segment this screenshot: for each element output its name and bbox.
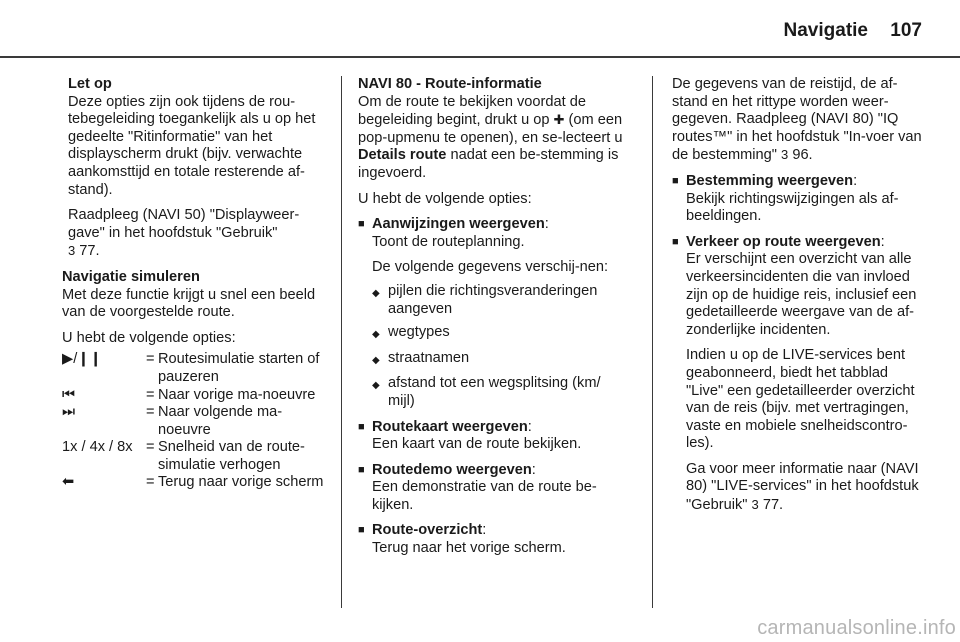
list-item xyxy=(672,173,926,191)
item-text: Terug naar het vorige scherm. xyxy=(372,540,566,557)
item-text xyxy=(672,461,926,515)
colon: : xyxy=(544,216,549,233)
option-row xyxy=(62,404,330,439)
option-description: Snelheid van de route-simulatie verhogen xyxy=(158,439,305,473)
equals-sign: = xyxy=(146,439,155,456)
section-title-simulate: Navigatie simuleren xyxy=(62,268,200,285)
simulate-options-intro: U hebt de volgende opties: xyxy=(62,329,236,346)
next-maneuver-icon: ⏭ xyxy=(62,404,76,421)
list-item xyxy=(358,419,624,437)
section-title-route-info: NAVI 80 - Route-informatie xyxy=(358,76,542,92)
column-2 xyxy=(358,76,624,558)
sub-list-item xyxy=(358,375,624,410)
more-info-text: Ga voor meer informatie naar (NAVI 80) "LIVE-services" in het hoofdstuk "Gebruik" xyxy=(686,460,919,514)
travel-data-text: De gegevens van de reistijd, de af-stand en het rittype worden weer-gegeven. Raadpleeg (NAVI 80) "IQ routes™" in het hoofdstuk "In-voer van de bestemming" xyxy=(672,76,922,164)
back-arrow-icon: ⬅ xyxy=(62,474,75,491)
watermark: carmanualsonline.info xyxy=(757,617,956,639)
sub-item-text: wegtypes xyxy=(388,324,450,341)
reference-arrow-icon: 3 xyxy=(781,147,789,163)
column-1 xyxy=(62,76,330,492)
diamond-bullet-icon: ◆ xyxy=(372,354,380,366)
note-paragraph-2 xyxy=(68,207,330,261)
sub-list-item xyxy=(358,283,624,318)
list-item xyxy=(358,522,624,540)
square-bullet-icon: ■ xyxy=(358,524,365,537)
item-title: Verkeer op route weergeven xyxy=(686,233,881,250)
intro-text-a: Om de route te bekijken voordat de begeleiding begint, drukt u op xyxy=(358,93,586,129)
colon: : xyxy=(853,172,858,189)
colon: : xyxy=(531,461,536,478)
column-divider-1 xyxy=(341,76,342,608)
option-description: Routesimulatie starten of pauzeren xyxy=(158,351,320,385)
page-number: 107 xyxy=(890,20,922,41)
option-row xyxy=(62,474,330,492)
sub-list-item xyxy=(358,350,624,370)
sub-item-text: straatnamen xyxy=(388,349,470,366)
item-title: Aanwijzingen weergeven xyxy=(372,216,545,233)
travel-data-paragraph xyxy=(672,76,926,165)
equals-sign: = xyxy=(146,351,155,368)
sub-list-item xyxy=(358,324,624,344)
sub-item-text: pijlen die richtingsveranderingen aangeven xyxy=(388,282,598,317)
list-item xyxy=(358,462,624,480)
header-rule xyxy=(0,56,960,58)
plus-icon: ✚ xyxy=(553,112,565,128)
reference-arrow-icon: 3 xyxy=(68,243,76,259)
sub-item-text: afstand tot een wegsplitsing (km/ mijl) xyxy=(388,375,601,409)
play-pause-icon: ▶/❙❙ xyxy=(62,351,102,368)
page-header xyxy=(0,0,960,58)
details-route-label: Details route xyxy=(358,147,447,164)
square-bullet-icon: ■ xyxy=(672,235,679,248)
square-bullet-icon: ■ xyxy=(358,218,365,231)
list-item xyxy=(358,216,624,234)
option-row xyxy=(62,351,330,386)
list-item xyxy=(672,234,926,252)
item-text: Indien u op de LIVE-services bent geabonneerd, biedt het tabblad "Live" een gedetailleerder overzicht van de reis (bijv. met vertragingen, vaste en mobiele snelheidscontro-les). xyxy=(686,347,915,452)
item-text: Er verschijnt een overzicht van alle verkeersincidenten die van invloed zijn op de huidige reis, inclusief een gedetailleerde weergave van de af-zonderlijke incidenten. xyxy=(686,251,917,338)
colon: : xyxy=(482,522,487,539)
item-text: Bekijk richtingswijzigingen als af-beeldingen. xyxy=(686,190,899,225)
colon: : xyxy=(527,418,532,435)
column-3 xyxy=(672,76,926,515)
square-bullet-icon: ■ xyxy=(358,420,365,433)
intro-text-c: nadat een be-stemming is ingevoerd. xyxy=(358,147,619,181)
item-title: Routekaart weergeven xyxy=(372,418,528,435)
item-title: Routedemo weergeven xyxy=(372,461,532,478)
equals-sign: = xyxy=(146,404,155,421)
previous-maneuver-icon: ⏮ xyxy=(62,386,76,403)
diamond-bullet-icon: ◆ xyxy=(372,287,380,299)
colon: : xyxy=(880,233,885,250)
item-title: Bestemming weergeven xyxy=(686,172,854,189)
route-info-intro xyxy=(358,94,624,183)
chapter-title: Navigatie xyxy=(783,20,868,41)
page-ref: 96. xyxy=(792,147,813,164)
note-title: Let op xyxy=(68,76,112,92)
item-title: Route-overzicht xyxy=(372,522,483,539)
note-page-ref: 77. xyxy=(79,243,100,260)
diamond-bullet-icon: ◆ xyxy=(372,329,380,341)
diamond-bullet-icon: ◆ xyxy=(372,380,380,392)
option-description: Naar volgende ma-noeuvre xyxy=(158,404,283,438)
option-description: Naar vorige ma-noeuvre xyxy=(158,386,316,403)
reference-arrow-icon: 3 xyxy=(751,497,759,513)
equals-sign: = xyxy=(146,386,155,403)
note-box xyxy=(62,76,330,261)
intro-text-b: (om een pop-upmenu te openen), en se-lecteert u xyxy=(358,112,623,146)
simulate-description: Met deze functie krijgt u snel een beeld van de voorgestelde route. xyxy=(62,286,316,321)
square-bullet-icon: ■ xyxy=(358,463,365,476)
item-text: Een demonstratie van de route be-kijken. xyxy=(372,479,597,513)
item-text: De volgende gegevens verschij-nen: xyxy=(372,259,609,276)
simulation-options-list xyxy=(62,351,330,492)
item-text: Toont de routeplanning. xyxy=(372,233,525,250)
speed-options-label: 1x / 4x / 8x xyxy=(62,439,133,456)
option-row xyxy=(62,387,330,405)
note-paragraph-2-text: Raadpleeg (NAVI 50) "Displayweer-gave" in het hoofdstuk "Gebruik" xyxy=(68,207,300,241)
option-row xyxy=(62,439,330,474)
square-bullet-icon: ■ xyxy=(672,174,679,187)
column-divider-2 xyxy=(652,76,653,608)
note-paragraph-1: Deze opties zijn ook tijdens de rou-tebegeleiding toegankelijk als u op het gedeelte "Ritinformatie" van het displayscherm drukt (bijv. verwachte aankomsttijd en totale resterende af-stand). xyxy=(68,93,316,198)
page-ref: 77. xyxy=(762,497,784,514)
route-options-intro: U hebt de volgende opties: xyxy=(358,190,532,207)
equals-sign: = xyxy=(146,474,155,491)
item-text: Een kaart van de route bekijken. xyxy=(372,436,582,453)
option-description: Terug naar vorige scherm xyxy=(158,474,324,491)
